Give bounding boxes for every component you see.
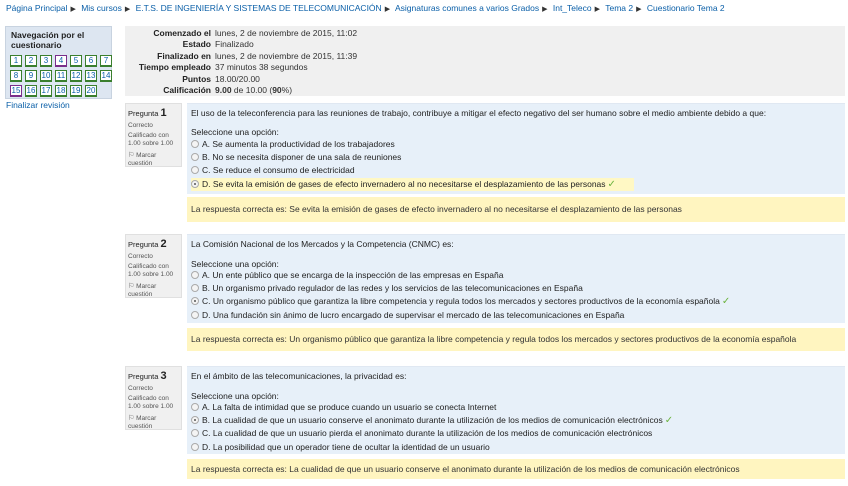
radio-button[interactable] — [191, 416, 199, 424]
summary-value — [215, 85, 357, 97]
answer-option-selected[interactable] — [191, 178, 634, 191]
nav-question-button[interactable]: 12 — [71, 71, 81, 80]
radio-button[interactable] — [191, 311, 199, 319]
option-label: C. Se reduce el consumo de electricidad — [202, 165, 355, 176]
flag-question-link[interactable] — [128, 283, 179, 298]
flag-question-label: Marcar cuestión — [128, 283, 157, 298]
question-info — [125, 366, 182, 430]
option-label: D. Se evita la emisión de gases de efecto invernadero al no necesitarse el desplazamiento de las personas — [202, 178, 606, 189]
summary-value: 18.00/20.00 — [215, 73, 260, 84]
flag-question-link[interactable] — [128, 415, 179, 430]
radio-button[interactable] — [191, 284, 199, 292]
radio-button[interactable] — [191, 271, 199, 279]
question-number: 1 — [160, 107, 167, 119]
answer-option[interactable] — [191, 269, 730, 282]
question-text: La Comisión Nacional de los Mercados y la Competencia (CNMC) es: — [191, 239, 454, 249]
question-number-line — [128, 370, 179, 382]
nav-question-button[interactable]: 10 — [41, 71, 51, 80]
option-label: A. Un ente público que se encarga de la inspección de las empresas en España — [202, 270, 504, 280]
summary-row — [127, 39, 357, 51]
answer-option[interactable] — [191, 441, 673, 454]
nav-question-button[interactable]: 13 — [86, 71, 96, 80]
breadcrumb-my-courses[interactable]: Mis cursos — [81, 3, 122, 13]
nav-question-button[interactable]: 9 — [25, 70, 37, 82]
question-state: Correcto — [128, 253, 153, 260]
summary-value: 37 minutos 38 segundos — [215, 62, 308, 73]
nav-question-button[interactable]: 14 — [101, 71, 111, 80]
grade-value: 9.00 — [215, 85, 232, 96]
summary-label: Estado — [182, 39, 211, 50]
question-prefix: Pregunta — [128, 372, 159, 381]
summary-label: Tiempo empleado — [138, 62, 211, 73]
summary-label: Finalizado en — [157, 50, 211, 61]
correct-answer-feedback: La respuesta correcta es: La cualidad de que un usuario conserve el anonimato durante la utilización de los medios de comunicación electrónicos — [187, 459, 845, 479]
breadcrumb-separator-icon: ▶ — [594, 6, 600, 13]
question-text: El uso de la teleconferencia para las reuniones de trabajo, contribuye a mitigar el efecto negativo del ser humano sobre el medio ambiente debido a que: — [191, 108, 767, 118]
answer-prompt: Seleccione una opción: — [191, 259, 279, 269]
nav-question-button[interactable]: 7 — [100, 55, 112, 67]
nav-question-button[interactable]: 6 — [85, 55, 97, 67]
nav-question-button[interactable]: 16 — [26, 86, 36, 95]
summary-label: Puntos — [182, 73, 211, 84]
answer-option[interactable] — [191, 309, 730, 322]
breadcrumb-separator-icon: ▶ — [636, 6, 642, 13]
nav-question-button[interactable]: 5 — [70, 55, 82, 67]
summary-row — [127, 62, 357, 74]
summary-value: lunes, 2 de noviembre de 2015, 11:02 — [215, 27, 358, 38]
option-label: A. Se aumenta la productividad de los trabajadores — [202, 139, 395, 149]
summary-value: Finalizado — [215, 39, 254, 50]
answer-option-selected[interactable] — [191, 295, 730, 308]
correct-answer-feedback: La respuesta correcta es: Un organismo público que garantiza la libre competencia y regula todos los mercados y sectores productivos de la economía española — [187, 328, 845, 351]
radio-button[interactable] — [191, 403, 199, 411]
breadcrumb — [6, 3, 725, 15]
summary-label: Comenzado el — [153, 27, 211, 38]
summary-label: Calificación — [163, 85, 211, 96]
question-number: 2 — [160, 238, 167, 250]
question-2 — [125, 234, 845, 356]
breadcrumb-separator-icon: ▶ — [70, 6, 76, 13]
breadcrumb-category[interactable]: Asignaturas comunes a varios Grados — [394, 3, 540, 13]
radio-button[interactable] — [191, 297, 199, 305]
answer-prompt: Seleccione una opción: — [191, 127, 279, 137]
nav-question-button[interactable]: 1 — [10, 55, 22, 67]
attempt-summary — [125, 26, 845, 96]
answer-options — [191, 401, 673, 454]
question-prefix: Pregunta — [128, 109, 159, 118]
grade-scale: de 10.00 ( — [231, 85, 273, 96]
grade-percent: 90 — [272, 85, 282, 96]
summary-row — [127, 85, 357, 97]
breadcrumb-separator-icon: ▶ — [384, 6, 391, 13]
radio-button[interactable] — [191, 166, 199, 174]
radio-button[interactable] — [191, 153, 199, 161]
nav-question-button[interactable]: 17 — [41, 86, 51, 95]
correct-check-icon: ✓ — [664, 415, 674, 427]
option-label: C. Un organismo público que garantiza la libre competencia y regula todos los mercados y sectores productivos de la economía española — [202, 296, 720, 307]
question-prefix: Pregunta — [128, 240, 159, 249]
question-info — [125, 234, 182, 298]
summary-row — [127, 27, 357, 39]
breadcrumb-course[interactable]: Int_Teleco — [552, 3, 592, 13]
radio-button[interactable] — [191, 443, 199, 451]
grade-percent-sign: %) — [281, 85, 293, 96]
question-text: En el ámbito de las telecomunicaciones, la privacidad es: — [191, 371, 407, 381]
question-grade: Calificado con 1.00 sobre 1.00 — [128, 395, 174, 410]
flag-question-label: Marcar cuestión — [128, 152, 157, 167]
finish-review-link[interactable]: Finalizar revisión — [6, 100, 70, 110]
answer-option[interactable] — [191, 427, 673, 440]
breadcrumb-home[interactable]: Página Principal — [6, 3, 68, 13]
summary-value: lunes, 2 de noviembre de 2015, 11:39 — [215, 50, 358, 61]
summary-row — [127, 50, 357, 62]
option-label: C. La cualidad de que un usuario pierda el anonimato durante la utilización de los medios de comunicación electrónicos — [202, 428, 653, 439]
summary-row — [127, 73, 357, 85]
question-content — [187, 103, 845, 194]
summary-table — [127, 27, 357, 96]
answer-prompt: Seleccione una opción: — [191, 391, 279, 401]
question-info — [125, 103, 182, 167]
nav-question-button[interactable]: 11 — [56, 71, 66, 80]
option-label: B. La cualidad de que un usuario conserve el anonimato durante la utilización de los medios de comunicación electrónicos — [202, 415, 663, 426]
correct-check-icon: ✓ — [607, 178, 616, 190]
flag-icon: ⚐ — [128, 152, 135, 159]
flag-icon: ⚐ — [128, 283, 135, 290]
answer-option[interactable] — [191, 138, 634, 151]
option-label: B. Un organismo privado regulador de las redes y los servicios de las telecomunicaciones en España — [202, 283, 583, 294]
nav-question-button[interactable]: 18 — [56, 86, 66, 95]
answer-option[interactable] — [191, 401, 673, 414]
nav-question-button[interactable]: 15 — [11, 86, 21, 95]
radio-button[interactable] — [191, 140, 199, 148]
radio-button[interactable] — [191, 180, 199, 188]
question-grade: Calificado con 1.00 sobre 1.00 — [128, 132, 174, 147]
question-content — [187, 366, 845, 454]
nav-question-button[interactable]: 20 — [86, 86, 96, 95]
breadcrumb-separator-icon: ▶ — [124, 6, 131, 13]
question-3 — [125, 366, 845, 484]
option-label: D. La posibilidad que un operador tiene de ocultar la identidad de un usuario — [202, 441, 490, 452]
breadcrumb-separator-icon: ▶ — [542, 6, 548, 13]
nav-question-button[interactable]: 3 — [40, 55, 52, 67]
radio-button[interactable] — [191, 429, 199, 437]
question-content — [187, 234, 845, 323]
flag-question-link[interactable] — [128, 152, 179, 167]
nav-question-button[interactable]: 19 — [71, 86, 81, 95]
breadcrumb-topic[interactable]: Tema 2 — [605, 3, 634, 13]
question-state: Correcto — [128, 385, 153, 392]
nav-question-button[interactable]: 2 — [25, 55, 37, 67]
answer-option[interactable] — [191, 164, 634, 177]
answer-option[interactable] — [191, 282, 730, 295]
option-label: A. La falta de intimidad que se produce cuando un usuario se conecta Internet — [202, 402, 497, 412]
correct-check-icon: ✓ — [721, 296, 731, 308]
correct-answer-feedback: La respuesta correcta es: Se evita la emisión de gases de efecto invernadero al no necesitarse el desplazamiento de las personas — [187, 197, 845, 222]
answer-option[interactable] — [191, 151, 634, 164]
question-1 — [125, 103, 845, 229]
breadcrumb-school[interactable]: E.T.S. DE INGENIERÍA Y SISTEMAS DE TELECOMUNICACIÓN — [135, 3, 382, 13]
flag-question-label: Marcar cuestión — [128, 415, 157, 430]
question-number: 3 — [160, 370, 167, 382]
quiz-navigation-title: Navegación por el cuestionario — [11, 30, 85, 50]
answer-options — [191, 269, 730, 322]
quiz-navigation-block — [5, 26, 112, 99]
question-state: Correcto — [128, 122, 153, 129]
nav-question-button[interactable]: 8 — [10, 70, 22, 82]
option-label: B. No se necesita disponer de una sala de reuniones — [202, 152, 402, 163]
answer-options — [191, 138, 634, 191]
question-grade: Calificado con 1.00 sobre 1.00 — [128, 263, 174, 278]
option-label: D. Una fundación sin ánimo de lucro encargado de supervisar el mercado de las telecomunicaciones en España — [202, 309, 625, 320]
answer-option-selected[interactable] — [191, 414, 673, 427]
flag-icon: ⚐ — [128, 415, 135, 422]
question-number-line — [128, 107, 179, 119]
breadcrumb-quiz[interactable]: Cuestionario Tema 2 — [646, 3, 725, 13]
question-number-line — [128, 238, 179, 250]
nav-question-button[interactable]: 4 — [55, 55, 67, 67]
